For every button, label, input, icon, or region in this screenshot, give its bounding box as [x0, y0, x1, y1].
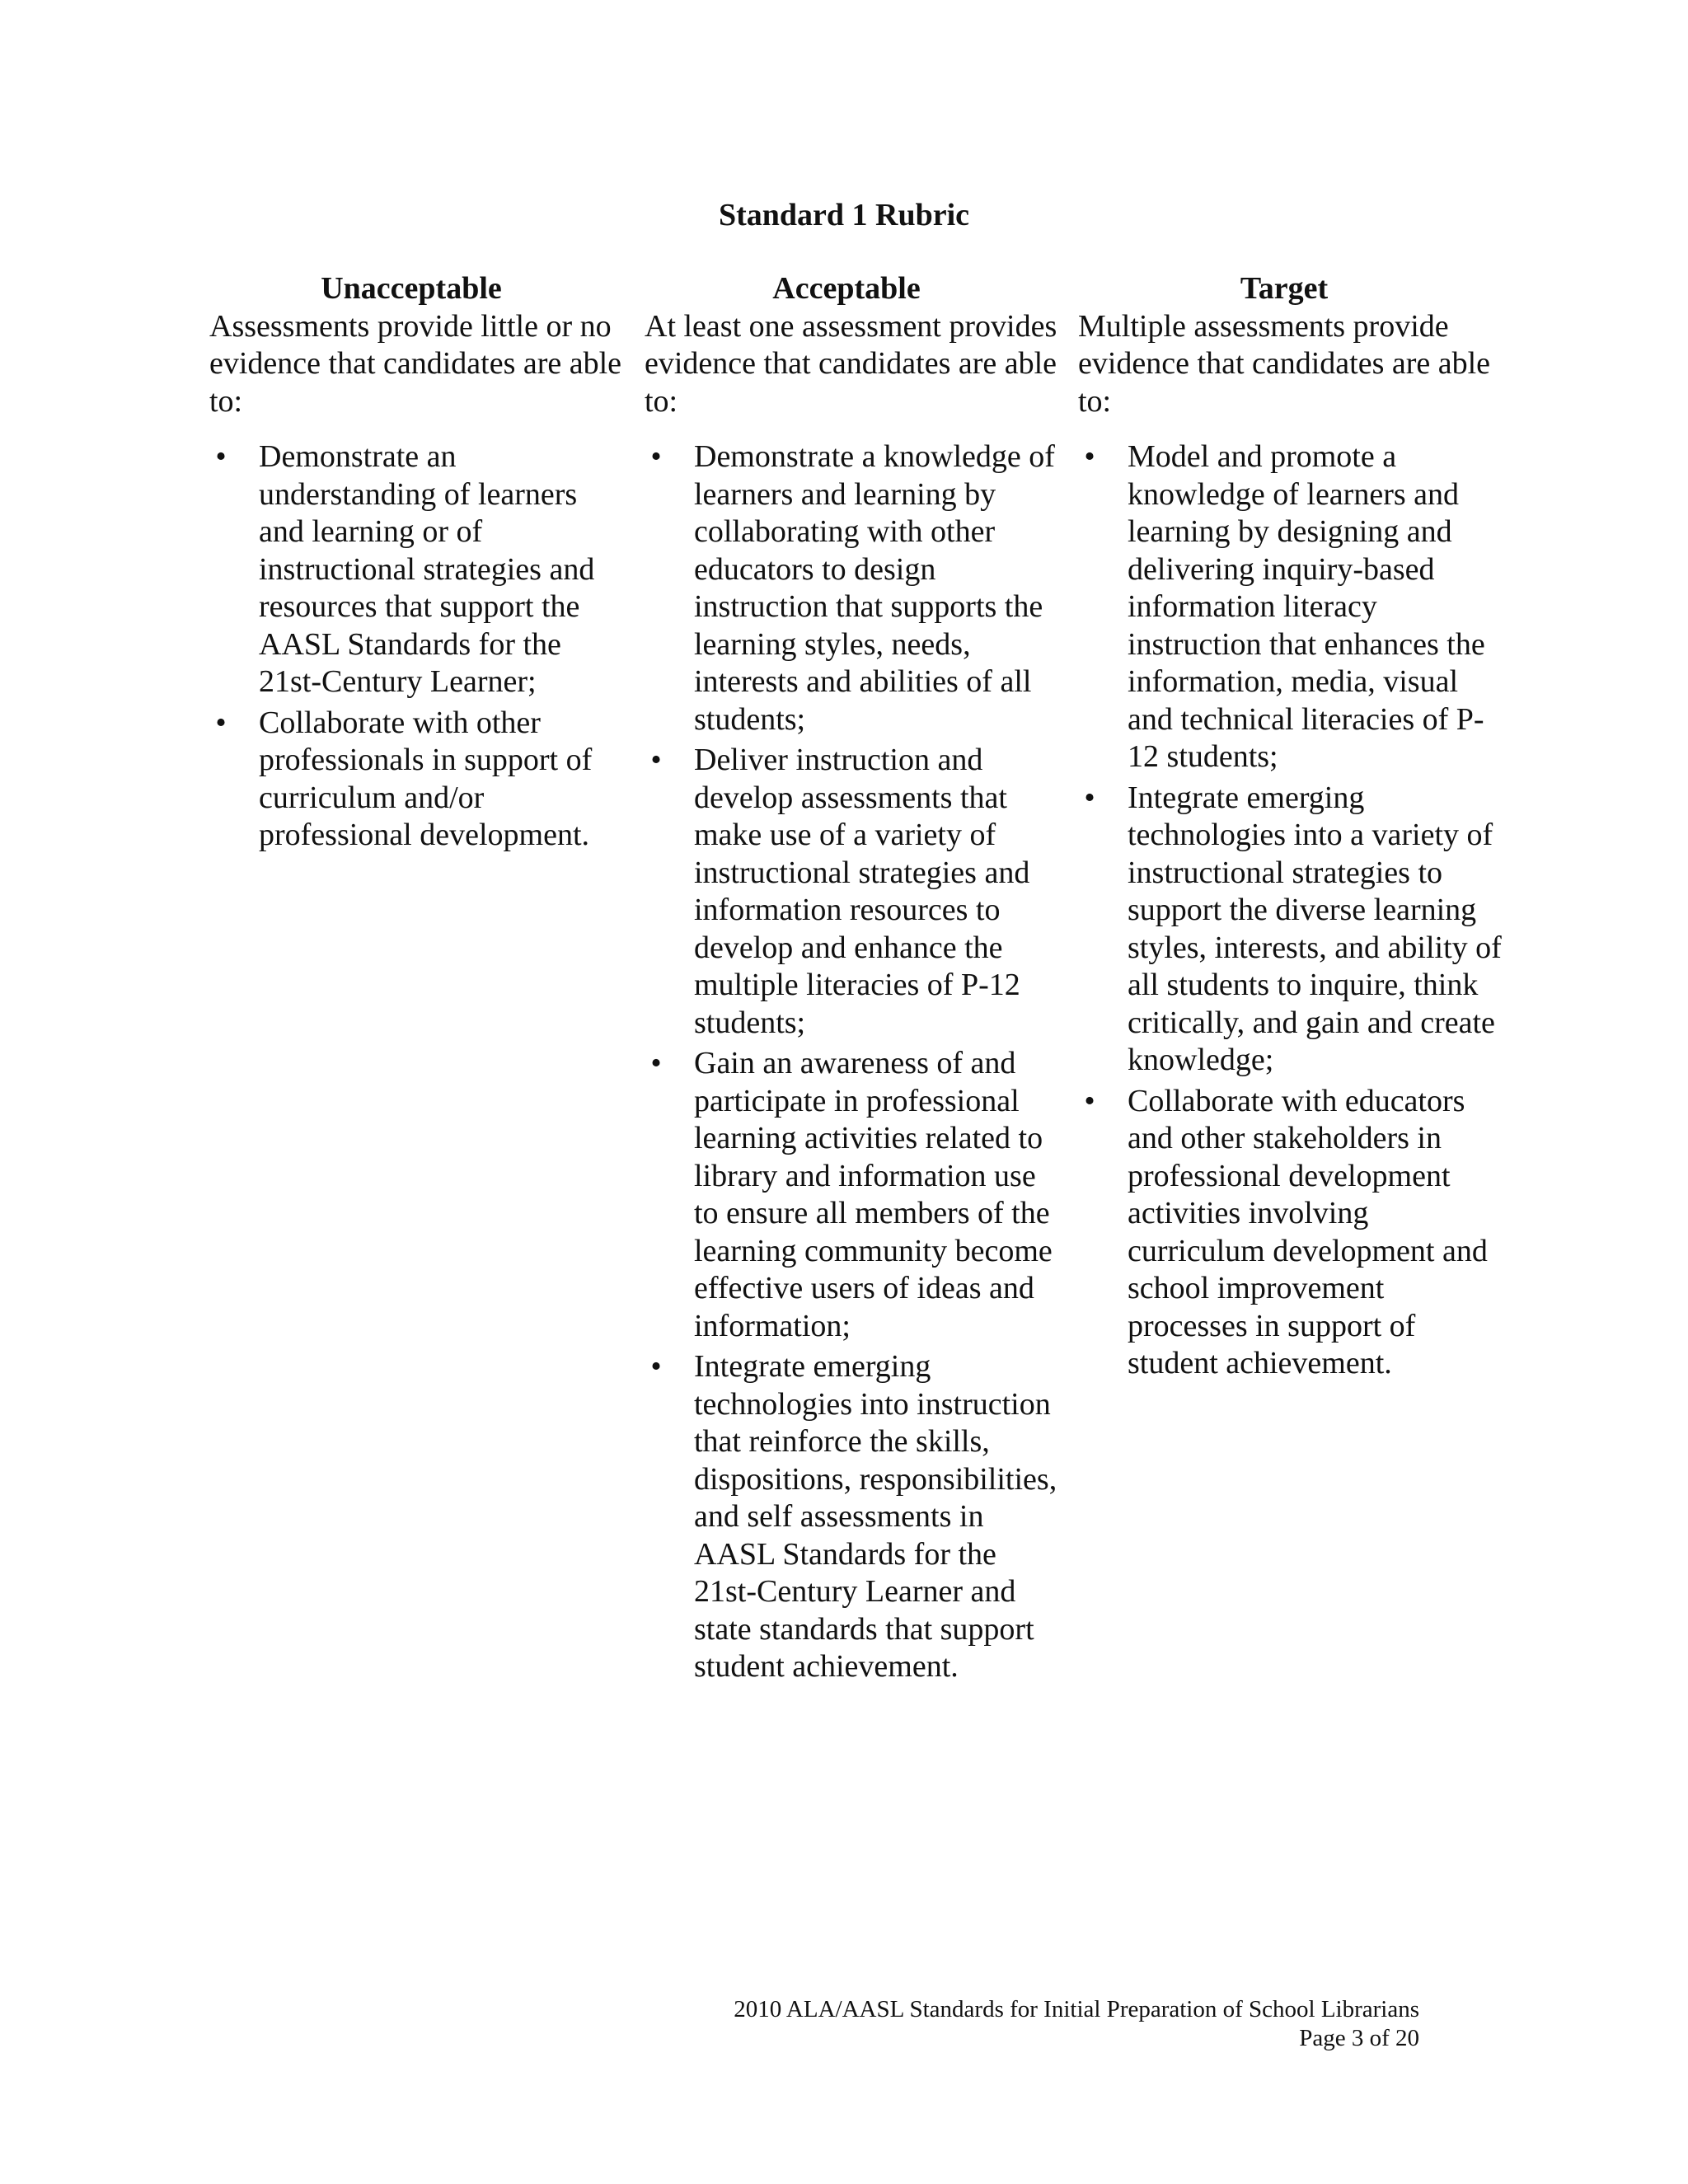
list-item-text: Model and promote a knowledge of learners and learning by designing and delivering inquiry-based information literacy instruction that enhances the information, media, visual and technical literacies of P-12 students;	[1128, 439, 1485, 774]
list-item	[209, 705, 630, 855]
bullet-icon: •	[650, 743, 662, 777]
list-item	[1078, 438, 1507, 776]
column-acceptable	[645, 270, 1065, 1690]
list-item-text: Gain an awareness of and participate in professional learning activities related to library and information use to ensure all members of the learning community become effective users of ideas and information;	[694, 1046, 1053, 1343]
list-item	[1078, 780, 1507, 1080]
bullet-icon: •	[1084, 1083, 1095, 1118]
column-heading: Acceptable	[772, 271, 921, 306]
list-item-text: Demonstrate an understanding of learners and learning or of instructional strategies and resources that support the AASL Standards for the 21st-Century Learner;	[259, 439, 595, 699]
list-item	[209, 438, 630, 701]
list-item	[645, 742, 1065, 1042]
list-item-text: Integrate emerging technologies into instruction that reinforce the skills, dispositions, responsibilities, and self assessments in AASL Standards for the 21st-Century Learner and state standards that support student achievement.	[694, 1349, 1057, 1684]
column-heading: Target	[1240, 271, 1329, 306]
list-item-text: Deliver instruction and develop assessments that make use of a variety of instructional strategies and information resources to develop and enhance the multiple literacies of P-12 students;	[694, 743, 1030, 1040]
page-footer	[577, 1995, 1419, 2053]
footer-page-number: Page 3 of 20	[1299, 2025, 1419, 2051]
column-unacceptable	[209, 270, 630, 858]
list-item	[645, 438, 1065, 738]
page-title: Standard 1 Rubric	[718, 198, 970, 232]
bullet-list	[209, 438, 630, 855]
footer-document-title: 2010 ALA/AASL Standards for Initial Preparation of School Librarians	[734, 1996, 1419, 2022]
list-item-text: Collaborate with educators and other stakeholders in professional development activities involving curriculum development and school improvement processes in support of student achievement.	[1128, 1083, 1488, 1380]
bullet-icon: •	[650, 1046, 662, 1080]
bullet-icon: •	[650, 1349, 662, 1384]
bullet-icon: •	[650, 439, 662, 474]
list-item	[1078, 1083, 1507, 1383]
bullet-list	[645, 438, 1065, 1686]
list-item-text: Integrate emerging technologies into a variety of instructional strategies to support the diverse learning styles, interests, and ability of all students to inquire, think critically, and gain and create knowledge;	[1128, 780, 1502, 1077]
column-heading: Unacceptable	[321, 271, 502, 306]
column-intro: At least one assessment provides evidence that candidates are able to:	[645, 308, 1057, 419]
bullet-icon: •	[1084, 780, 1095, 815]
bullet-icon: •	[215, 705, 227, 740]
bullet-list	[1078, 438, 1507, 1383]
list-item-text: Collaborate with other professionals in support of curriculum and/or professional development.	[259, 705, 593, 852]
bullet-icon: •	[1084, 439, 1095, 474]
column-intro: Assessments provide little or no evidence that candidates are able to:	[209, 308, 622, 419]
column-intro: Multiple assessments provide evidence that candidates are able to:	[1078, 308, 1491, 419]
column-target	[1078, 270, 1507, 1386]
bullet-icon: •	[215, 439, 227, 474]
list-item	[645, 1348, 1065, 1686]
list-item-text: Demonstrate a knowledge of learners and learning by collaborating with other educators to design instruction that supports the learning styles, needs, interests and abilities of all students;	[694, 439, 1055, 737]
list-item	[645, 1045, 1065, 1345]
